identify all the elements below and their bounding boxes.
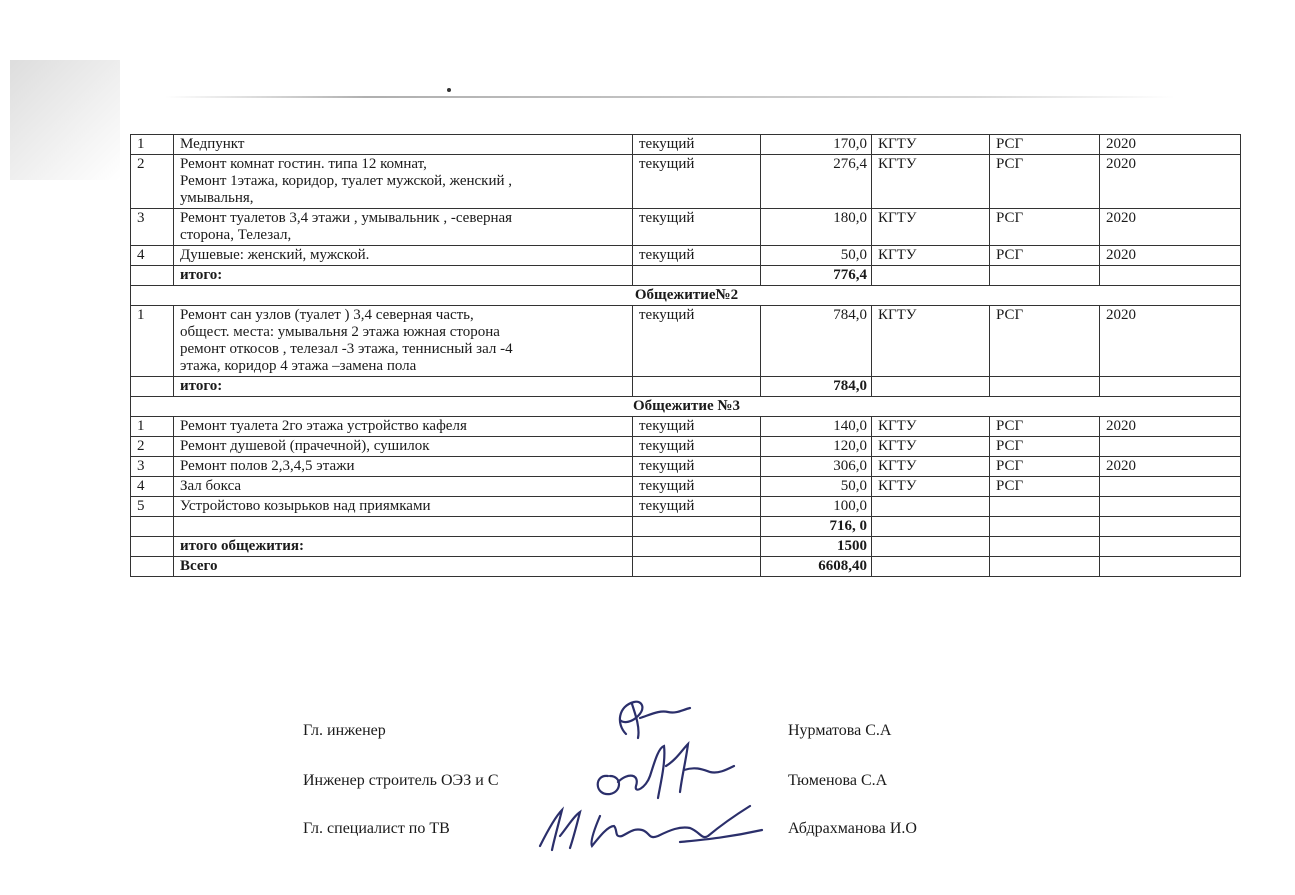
organization	[872, 377, 990, 397]
work-description: Зал бокса	[174, 477, 633, 497]
year: 2020	[1100, 246, 1241, 266]
amount: 180,0	[761, 209, 872, 246]
repair-type: текущий	[633, 417, 761, 437]
row-number	[131, 557, 174, 577]
total-label: итого:	[174, 266, 633, 286]
organization: КГТУ	[872, 437, 990, 457]
repair-type	[633, 377, 761, 397]
row-number: 5	[131, 497, 174, 517]
signature-name: Абдрахманова И.О	[788, 820, 917, 837]
repair-type	[633, 557, 761, 577]
row-number: 1	[131, 417, 174, 437]
signature-title: Гл. инженер	[303, 722, 386, 739]
amount: 784,0	[761, 306, 872, 377]
total-row	[131, 537, 1241, 557]
signature-title: Гл. специалист по ТВ	[303, 820, 450, 837]
year: 2020	[1100, 135, 1241, 155]
organization	[872, 266, 990, 286]
total-amount: 776,4	[761, 266, 872, 286]
repair-type: текущий	[633, 135, 761, 155]
repair-type	[633, 266, 761, 286]
year: 2020	[1100, 417, 1241, 437]
funding-source	[990, 517, 1100, 537]
row-number: 4	[131, 477, 174, 497]
funding-source: РСГ	[990, 306, 1100, 377]
year: 2020	[1100, 209, 1241, 246]
year	[1100, 497, 1241, 517]
repair-type: текущий	[633, 246, 761, 266]
table-row	[131, 246, 1241, 266]
year	[1100, 266, 1241, 286]
section-title: Общежитие№2	[131, 286, 1241, 306]
funding-source: РСГ	[990, 457, 1100, 477]
work-description: Ремонт комнат гостин. типа 12 комнат, Ремонт 1этажа, коридор, туалет мужской, женский , умывальня,	[174, 155, 633, 209]
work-description: Устройстово козырьков над приямками	[174, 497, 633, 517]
amount: 50,0	[761, 246, 872, 266]
amount: 170,0	[761, 135, 872, 155]
total-row	[131, 266, 1241, 286]
row-number	[131, 537, 174, 557]
table-row	[131, 155, 1241, 209]
year	[1100, 477, 1241, 497]
total-amount: 1500	[761, 537, 872, 557]
total-row	[131, 377, 1241, 397]
work-description: Медпункт	[174, 135, 633, 155]
total-amount: 784,0	[761, 377, 872, 397]
organization	[872, 537, 990, 557]
table-row	[131, 209, 1241, 246]
funding-source	[990, 557, 1100, 577]
amount: 100,0	[761, 497, 872, 517]
work-description: Ремонт сан узлов (туалет ) 3,4 северная часть, общест. места: умывальня 2 этажа южная сторона ремонт откосов , телезал -3 этажа, теннисный зал -4 этажа, коридор 4 этажа –замена пола	[174, 306, 633, 377]
year	[1100, 537, 1241, 557]
amount: 276,4	[761, 155, 872, 209]
row-number: 2	[131, 437, 174, 457]
organization: КГТУ	[872, 417, 990, 437]
table-row	[131, 306, 1241, 377]
amount: 140,0	[761, 417, 872, 437]
table-row	[131, 135, 1241, 155]
scan-line	[165, 96, 1175, 98]
row-number	[131, 517, 174, 537]
organization: КГТУ	[872, 306, 990, 377]
organization: КГТУ	[872, 155, 990, 209]
repair-type: текущий	[633, 477, 761, 497]
year	[1100, 517, 1241, 537]
organization: КГТУ	[872, 209, 990, 246]
scan-shadow	[10, 60, 120, 180]
year	[1100, 557, 1241, 577]
total-row	[131, 517, 1241, 537]
row-number	[131, 266, 174, 286]
section-header-row	[131, 397, 1241, 417]
organization: КГТУ	[872, 246, 990, 266]
funding-source: РСГ	[990, 155, 1100, 209]
row-number: 1	[131, 306, 174, 377]
year	[1100, 437, 1241, 457]
organization: КГТУ	[872, 457, 990, 477]
table-row	[131, 457, 1241, 477]
total-row	[131, 557, 1241, 577]
row-number: 2	[131, 155, 174, 209]
repair-type: текущий	[633, 497, 761, 517]
funding-source: РСГ	[990, 417, 1100, 437]
repair-type	[633, 537, 761, 557]
repair-type: текущий	[633, 437, 761, 457]
amount: 306,0	[761, 457, 872, 477]
row-number: 3	[131, 457, 174, 477]
total-label: Всего	[174, 557, 633, 577]
total-amount: 6608,40	[761, 557, 872, 577]
funding-source: РСГ	[990, 209, 1100, 246]
repair-type: текущий	[633, 155, 761, 209]
total-amount: 716, 0	[761, 517, 872, 537]
table-row	[131, 437, 1241, 457]
table-row	[131, 417, 1241, 437]
work-description: Ремонт туалета 2го этажа устройство кафеля	[174, 417, 633, 437]
signature-name: Нурматова С.А	[788, 722, 892, 739]
funding-source: РСГ	[990, 437, 1100, 457]
repair-type: текущий	[633, 306, 761, 377]
organization	[872, 497, 990, 517]
handwritten-signature-3	[530, 796, 770, 860]
organization	[872, 557, 990, 577]
funding-source	[990, 377, 1100, 397]
total-label: итого общежития:	[174, 537, 633, 557]
work-description: Душевые: женский, мужской.	[174, 246, 633, 266]
repair-type	[633, 517, 761, 537]
repair-type: текущий	[633, 209, 761, 246]
signature-name: Тюменова С.А	[788, 772, 888, 789]
funding-source: РСГ	[990, 135, 1100, 155]
year: 2020	[1100, 155, 1241, 209]
row-number: 4	[131, 246, 174, 266]
funding-source: РСГ	[990, 246, 1100, 266]
year: 2020	[1100, 457, 1241, 477]
organization	[872, 517, 990, 537]
amount: 120,0	[761, 437, 872, 457]
organization: КГТУ	[872, 135, 990, 155]
row-number	[131, 377, 174, 397]
organization: КГТУ	[872, 477, 990, 497]
year	[1100, 377, 1241, 397]
funding-source: РСГ	[990, 477, 1100, 497]
funding-source	[990, 537, 1100, 557]
section-header-row	[131, 286, 1241, 306]
work-description: Ремонт полов 2,3,4,5 этажи	[174, 457, 633, 477]
row-number: 1	[131, 135, 174, 155]
repair-table	[130, 134, 1241, 577]
repair-type: текущий	[633, 457, 761, 477]
row-number: 3	[131, 209, 174, 246]
funding-source	[990, 266, 1100, 286]
section-title: Общежитие №3	[131, 397, 1241, 417]
table-row	[131, 497, 1241, 517]
amount: 50,0	[761, 477, 872, 497]
funding-source	[990, 497, 1100, 517]
total-label: итого:	[174, 377, 633, 397]
work-description: Ремонт душевой (прачечной), сушилок	[174, 437, 633, 457]
total-label	[174, 517, 633, 537]
scan-speck	[447, 88, 451, 92]
work-description: Ремонт туалетов 3,4 этажи , умывальник , -северная сторона, Телезал,	[174, 209, 633, 246]
year: 2020	[1100, 306, 1241, 377]
table-row	[131, 477, 1241, 497]
signature-title: Инженер строитель ОЭЗ и С	[303, 772, 499, 789]
